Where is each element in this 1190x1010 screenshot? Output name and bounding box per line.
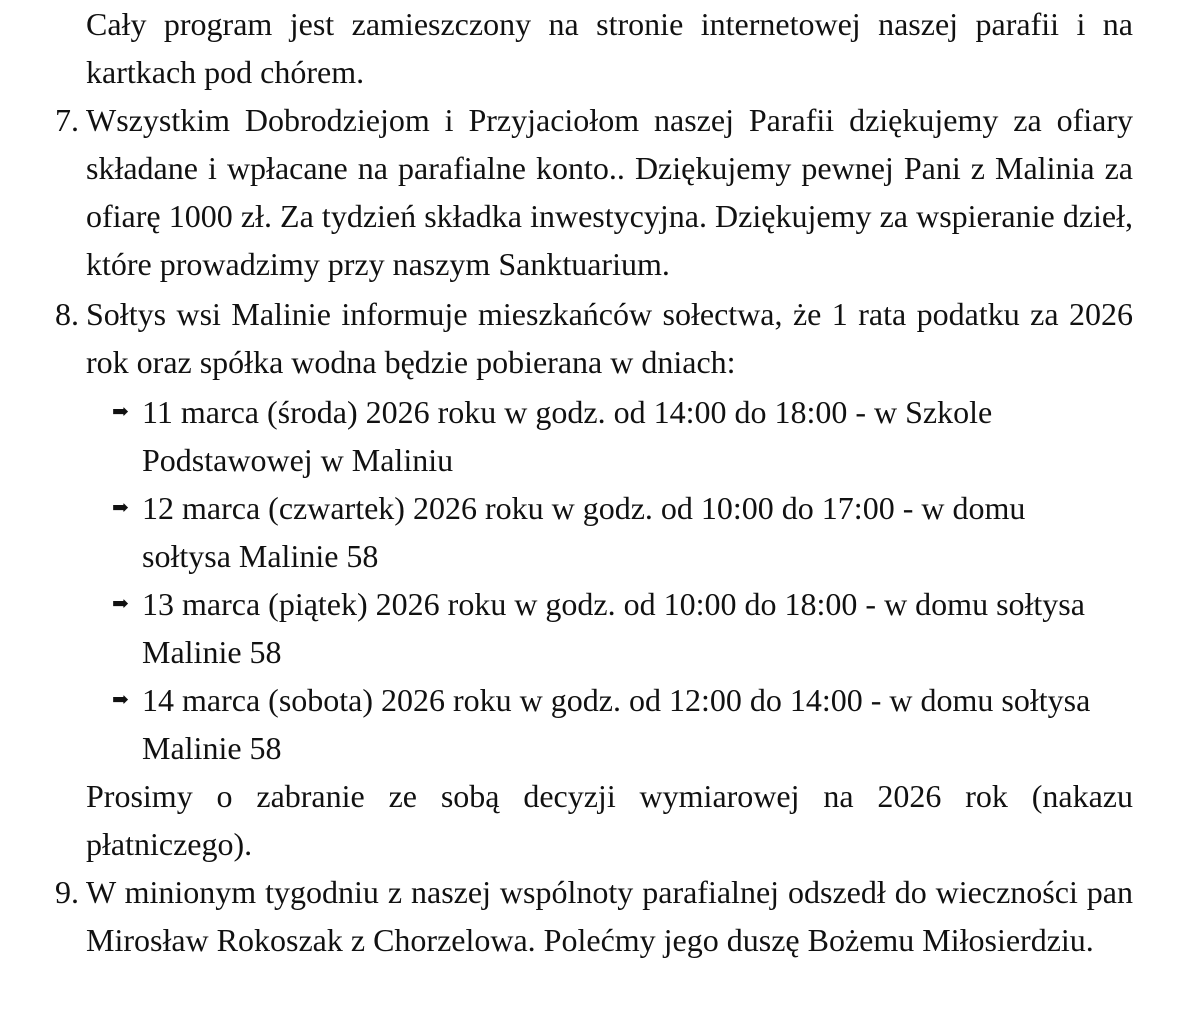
right-arrow-icon: ➡ xyxy=(112,497,129,519)
item-number-8: 8. xyxy=(55,296,79,332)
item-9-text: W minionym tygodniu z naszej wspólnoty parafialnej odszedł do wieczności pan Mirosław Rokoszak z Chorzelowa. Polećmy jego duszę Bożemu Miłosierdziu. xyxy=(86,874,1133,958)
item-number-7: 7. xyxy=(55,102,79,138)
list-item: 14 marca (sobota) 2026 roku w godz. od 12:00 do 14:00 - w domu sołtysa Malinie 58 xyxy=(142,682,1091,766)
item-number-9: 9. xyxy=(55,874,79,910)
list-item: 12 marca (czwartek) 2026 roku w godz. od 10:00 do 17:00 - w domu sołtysa Malinie 58 xyxy=(142,490,1026,574)
list-item: 13 marca (piątek) 2026 roku w godz. od 10:00 do 18:00 - w domu sołtysa Malinie 58 xyxy=(142,586,1085,670)
item-8-text: Sołtys wsi Malinie informuje mieszkańców sołectwa, że 1 rata podatku za 2026 rok oraz spółka wodna będzie pobierana w dniach: xyxy=(86,296,1133,380)
right-arrow-icon: ➡ xyxy=(112,593,129,615)
list-item: 11 marca (środa) 2026 roku w godz. od 14:00 do 18:00 - w Szkole Podstawowej w Maliniu xyxy=(142,394,993,478)
right-arrow-icon: ➡ xyxy=(112,689,129,711)
item-8-closing: Prosimy o zabranie ze sobą decyzji wymiarowej na 2026 rok (nakazu płatniczego). xyxy=(86,778,1133,862)
intro-paragraph: Cały program jest zamieszczony na stronie internetowej naszej parafii i na kartkach pod chórem. xyxy=(86,6,1133,90)
right-arrow-icon: ➡ xyxy=(112,401,129,423)
item-7-text: Wszystkim Dobrodziejom i Przyjaciołom naszej Parafii dziękujemy za ofiary składane i wpłacane na parafialne konto.. Dziękujemy pewnej Pani z Malinia za ofiarę 1000 zł. Za tydzień składka inwestycyjna. Dziękujemy za wspieranie dzieł, które prowadzimy przy naszym Sanktuarium. xyxy=(86,102,1133,282)
